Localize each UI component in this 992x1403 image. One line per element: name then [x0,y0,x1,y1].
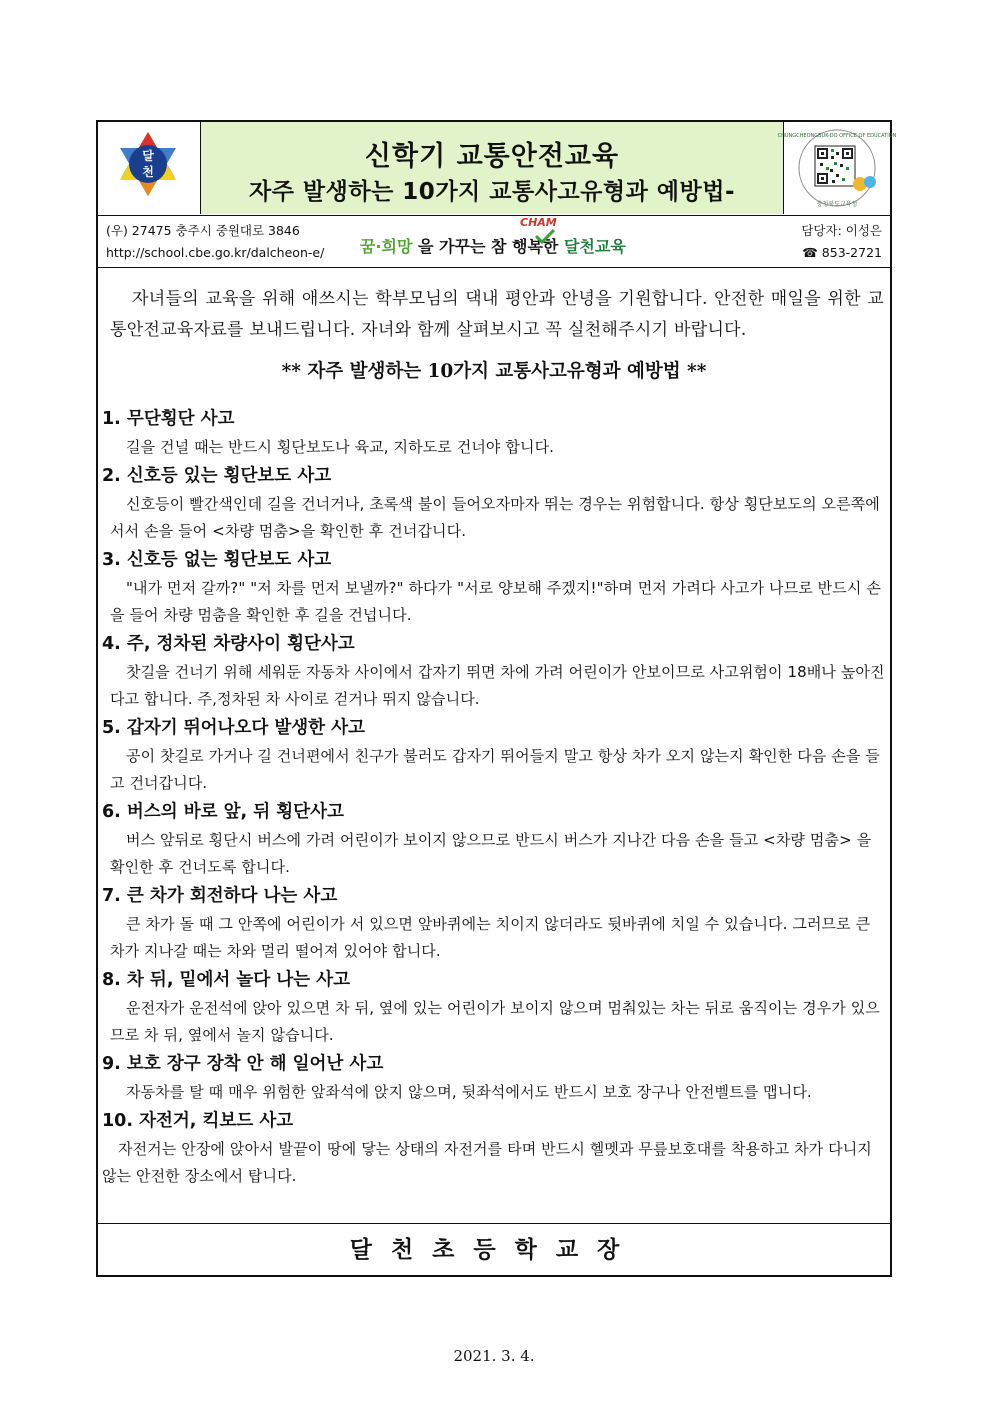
header [98,122,897,216]
school-address: (우) 27475 충주시 중원대로 3846 [106,223,300,238]
item-heading: 8. 차 뒤, 밑에서 놀다 나는 사고 [102,970,350,990]
office-label: CHUNGCHEONGBUK-DO OFFICE OF EDUCATION [777,133,897,139]
section-title: ** 자주 발생하는 10가지 교통사고유형과 예방법 ** [281,361,707,382]
logo-text-top: 달 [142,149,154,163]
intro-paragraph: 자녀들의 교육을 위해 애쓰시는 학부모님의 댁내 평안과 안녕을 기원합니다. 안전한 매일을 위한 교통안전교육자료를 보내드립니다. 자녀와 함께 살펴보시고 꼭 실천해주시기 바랍니다. [110,289,884,340]
logo-text-bottom: 천 [142,165,154,179]
item-heading: 2. 신호등 있는 횡단보도 사고 [102,466,332,486]
list-item [102,965,886,1049]
document-frame [96,120,897,1365]
title-block [201,122,784,214]
slogan-cham: CHAM [520,216,557,229]
item-text: 버스 앞뒤로 횡단시 버스에 가려 어린이가 보이지 않으므로 반드시 버스가 지나간 다음 손을 들고 <차량 멈춤> 을 확인한 후 건너도록 합니다. [110,831,872,876]
item-heading: 7. 큰 차가 회전하다 나는 사고 [102,886,338,906]
item-heading: 6. 버스의 바로 앞, 뒤 횡단사고 [102,802,344,822]
contact-person: 담당자: 이성은 [801,223,882,238]
item-text: 공이 찻길로 가거나 길 건너편에서 친구가 불러도 갑자기 뛰어들지 말고 항상 차가 오지 않는지 확인한 다음 손을 들고 건너갑니다. [110,747,880,792]
list-item [102,1106,886,1190]
list-item [102,545,886,629]
list-item [102,881,886,965]
school-url[interactable]: http://school.cbe.go.kr/dalcheon-e/ [106,245,325,260]
item-heading: 9. 보호 장구 장착 안 해 일어난 사고 [102,1054,384,1074]
slogan-middle: 을 가꾸는 참 [412,237,507,256]
list-item [102,797,886,881]
item-heading: 5. 갑자기 뛰어나오다 발생한 사고 [102,718,365,738]
check-mark-icon [534,228,556,244]
list-item [102,404,886,461]
list-item [102,461,886,545]
item-heading: 1. 무단횡단 사고 [102,409,235,429]
item-text: 큰 차가 돌 때 그 안쪽에 어린이가 서 있으면 앞바퀴에는 치이지 않더라도 뒷바퀴에 치일 수 있습니다. 그러므로 큰 차가 지나갈 때는 차와 멀리 떨어져 있어야 합니다. [110,915,871,960]
item-text: 찻길을 건너기 위해 세워둔 자동차 사이에서 갑자기 뛰면 차에 가려 어린이가 안보이므로 사고위험이 18배나 높아진다고 합니다. 주,정차된 차 사이로 걷거나 뛰지 않습니다. [110,663,885,708]
school-logo [98,122,201,214]
item-text: 길을 건널 때는 반드시 횡단보도나 육교, 지하도로 건너야 합니다. [126,438,555,456]
slogan-dream-hope: 꿈·희망 [360,237,413,256]
item-heading: 10. 자전거, 킥보드 사고 [102,1111,294,1131]
item-text: 운전자가 운전석에 앉아 있으면 차 뒤, 옆에 있는 어린이가 보이지 않으며 멈춰있는 차는 뒤로 움직이는 경우가 있으므로 차 뒤, 옆에서 놀지 않습니다. [110,999,880,1044]
item-text: 신호등이 빨간색인데 길을 건너거나, 초록색 불이 들어오자마자 뛰는 경우는 위험합니다. 항상 횡단보도의 오른쪽에 서서 손을 들어 <차량 멈춤>을 확인한 후 건너갑니다. [110,495,880,540]
item-heading: 3. 신호등 없는 횡단보도 사고 [102,550,332,570]
list-item [102,629,886,713]
page-title: 신학기 교통안전교육 [364,141,620,172]
slogan-happy: 행복한 [506,237,564,256]
office-name: 충청북도교육청 [816,201,858,208]
signature: 달천초등학교장 [98,1223,890,1275]
page-subtitle: 자주 발생하는 10가지 교통사고유형과 예방법- [248,179,735,205]
item-text: 자동차를 탈 때 매우 위험한 앞좌석에 앉지 않으며, 뒷좌석에서도 반드시 보호 장구나 안전벨트를 맵니다. [126,1083,812,1101]
slogan [360,216,626,257]
info-bar [98,216,890,268]
education-office-logo [777,122,897,214]
contact-phone: ☎ 853-2721 [802,245,882,260]
list-item [102,1049,886,1106]
document-date: 2021. 3. 4. [453,1347,535,1365]
item-heading: 4. 주, 정차된 차량사이 횡단사고 [102,634,355,654]
item-text: "내가 먼저 갈까?" "저 차를 먼저 보낼까?" 하다가 "서로 양보해 주겠지!"하며 먼저 가려다 사고가 나므로 반드시 손을 들어 차량 멈춤을 확인한 후 길을 건넙니다. [110,579,881,624]
item-text: 자전거는 안장에 앉아서 발끝이 땅에 닿는 상태의 자전거를 타며 반드시 헬멧과 무릎보호대를 착용하고 차가 다니지 않는 안전한 장소에서 탑니다. [102,1140,872,1185]
accident-list [102,404,886,1190]
slogan-school: 달천교육 [563,237,626,256]
list-item [102,713,886,797]
qr-code-icon [777,122,897,214]
star-emblem-icon [98,122,198,214]
